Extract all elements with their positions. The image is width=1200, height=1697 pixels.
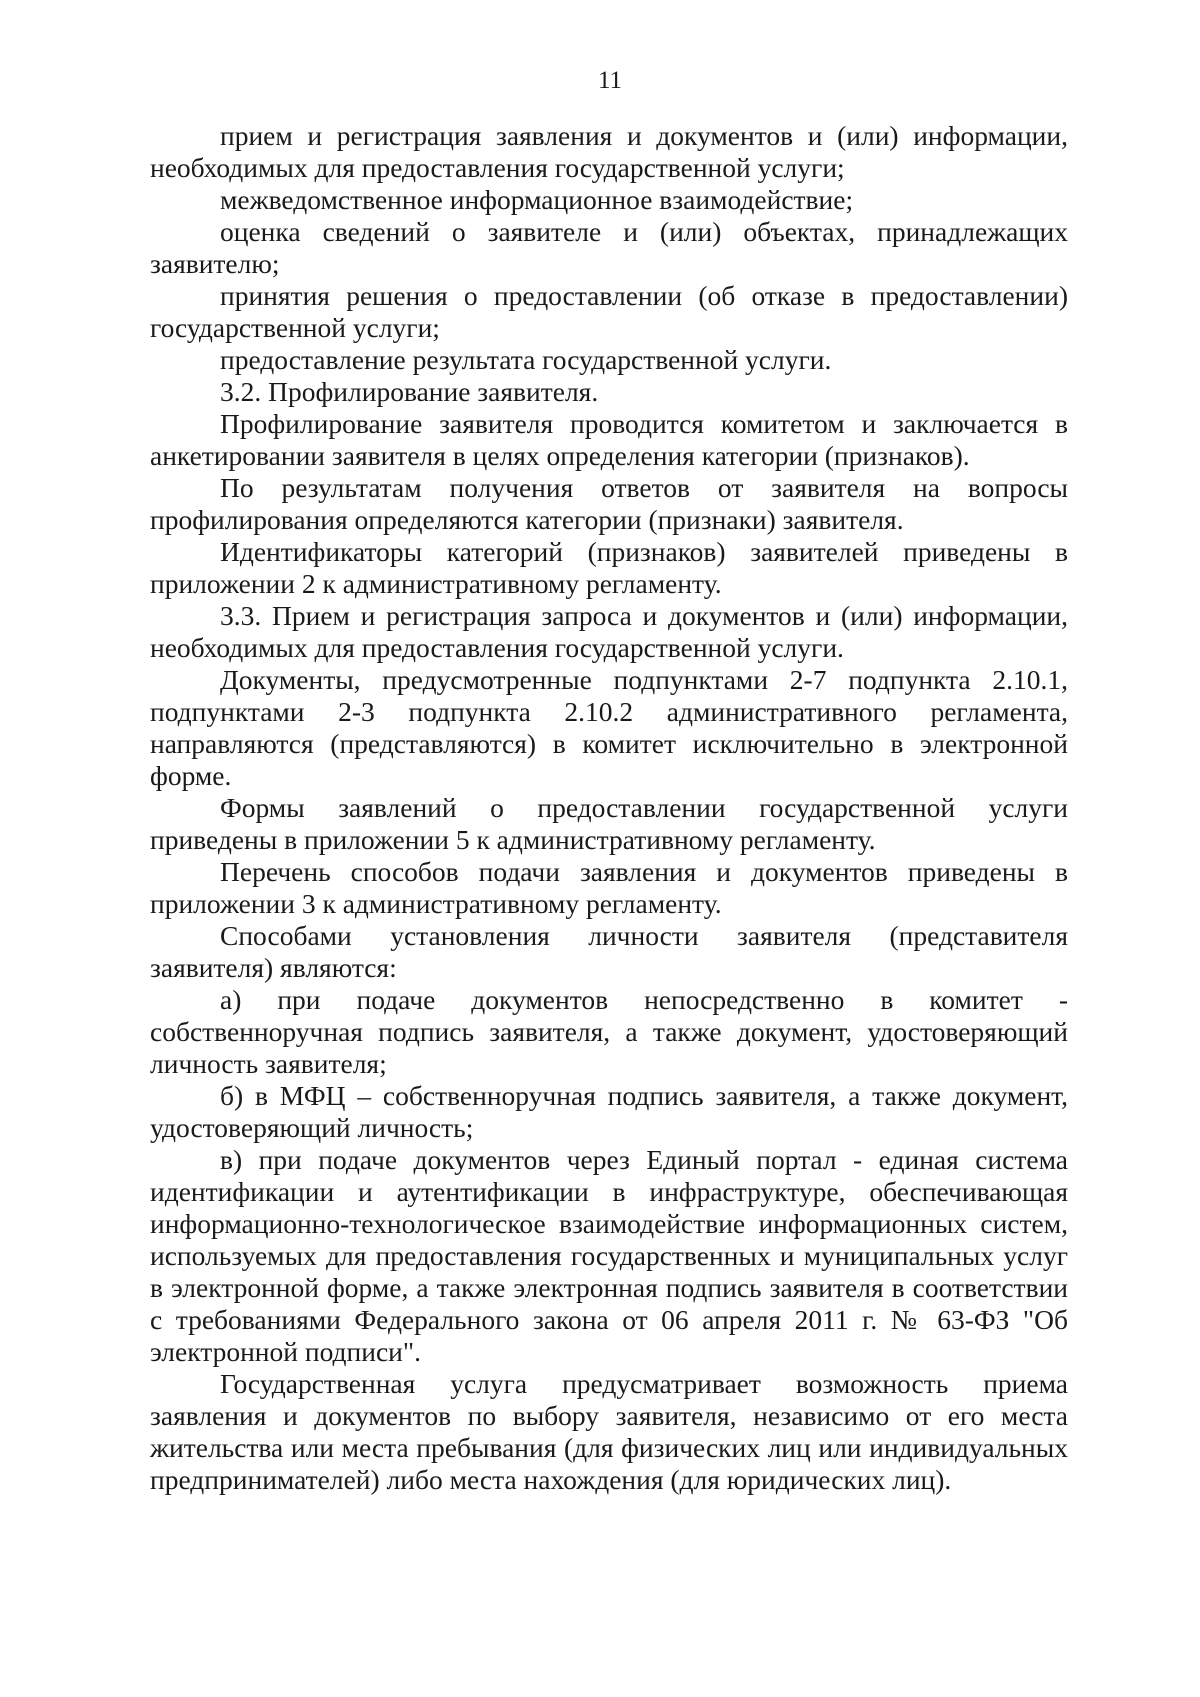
document-body (150, 120, 1068, 1496)
paragraph-identity-methods: Способами установления личности заявителя (представителя заявителя) являются: (150, 920, 1068, 983)
paragraph-profiling-results: По результатам получения ответов от заявителя на вопросы профилирования определяются категории (признаки) заявителя. (150, 472, 1068, 535)
paragraph-list-item-assessment: оценка сведений о заявителе и (или) объектах, принадлежащих заявителю; (150, 216, 1068, 279)
paragraph-list-item-reception: прием и регистрация заявления и документов и (или) информации, необходимых для предоставления государственной услуги; (150, 120, 1068, 183)
paragraph-profiling: Профилирование заявителя проводится комитетом и заключается в анкетировании заявителя в целях определения категории (признаков). (150, 408, 1068, 471)
paragraph-forms: Формы заявлений о предоставлении государственной услуги приведены в приложении 5 к административному регламенту. (150, 792, 1068, 855)
paragraph-method-b: б) в МФЦ – собственноручная подпись заявителя, а также документ, удостоверяющий личность; (150, 1080, 1068, 1143)
page-number: 11 (597, 67, 623, 94)
section-heading-3-2: 3.2. Профилирование заявителя. (220, 376, 599, 407)
paragraph-submission-methods: Перечень способов подачи заявления и документов приведены в приложении 3 к административному регламенту. (150, 856, 1068, 919)
paragraph-extraterritorial: Государственная услуга предусматривает возможность приема заявления и документов по выбору заявителя, независимо от его места жительства или места пребывания (для физических лиц или индивидуальных предпринимателей) либо места нахождения (для юридических лиц). (150, 1368, 1068, 1495)
section-heading-3-3: 3.3. Прием и регистрация запроса и документов и (или) информации, необходимых для предоставления государственной услуги. (150, 600, 1068, 663)
paragraph-identifiers: Идентификаторы категорий (признаков) заявителей приведены в приложении 2 к административному регламенту. (150, 536, 1068, 599)
paragraph-list-item-interaction: межведомственное информационное взаимодействие; (220, 184, 854, 215)
paragraph-list-item-result: предоставление результата государственной услуги. (220, 344, 832, 375)
paragraph-documents: Документы, предусмотренные подпунктами 2-7 подпункта 2.10.1, подпунктами 2-3 подпункта 2.10.2 административного регламента, направляются (представляются) в комитет исключительно в электронной форме. (150, 664, 1068, 791)
paragraph-method-v: в) при подаче документов через Единый портал - единая система идентификации и аутентификации в инфраструктуре, обеспечивающая информационно-технологическое взаимодействие информационных систем, используемых для предоставления государственных и муниципальных услуг в электронной форме, а также электронная подпись заявителя в соответствии с требованиями Федерального закона от 06 апреля 2011 г. № 63-ФЗ "Об электронной подписи". (150, 1144, 1068, 1367)
paragraph-method-a: а) при подаче документов непосредственно в комитет - собственноручная подпись заявителя, а также документ, удостоверяющий личность заявителя; (150, 984, 1068, 1079)
paragraph-list-item-decision: принятия решения о предоставлении (об отказе в предоставлении) государственной услуги; (150, 280, 1068, 343)
